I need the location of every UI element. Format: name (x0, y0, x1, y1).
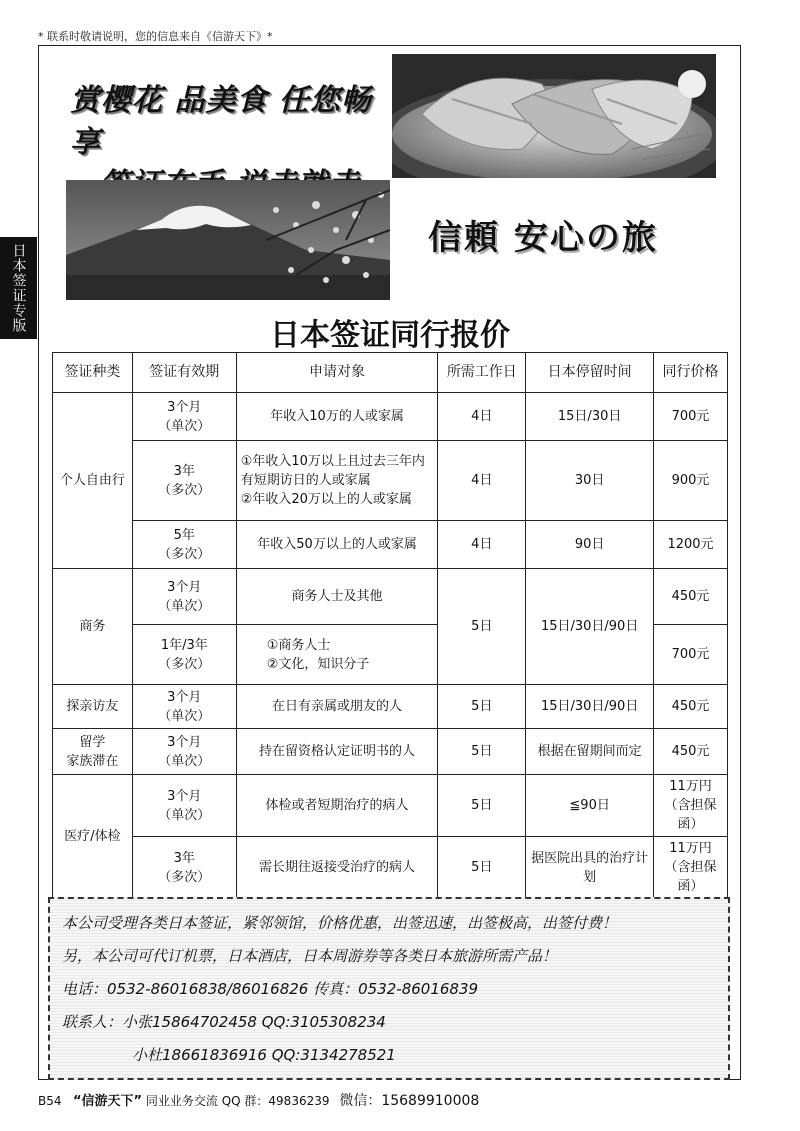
header-cell: 签证种类 (53, 353, 133, 393)
visa-type-cell: 探亲访友 (53, 685, 133, 729)
footer-brand: “信游天下” (72, 1094, 143, 1109)
days-cell: 4日 (438, 521, 526, 569)
price-cell: 11万円 （含担保函） (654, 775, 728, 837)
notice-services: 本公司受理各类日本签证，紧邻领馆，价格优惠，出签迅速，出签极高，出签付费！ (62, 914, 618, 932)
footer-wechat: 微信：15689910008 (339, 1093, 480, 1109)
target-cell: 年收入10万的人或家属 (236, 393, 438, 441)
days-cell: 4日 (438, 441, 526, 521)
target-cell: 年收入50万以上的人或家属 (236, 521, 438, 569)
validity-cell: 3年 （多次） (132, 441, 236, 521)
visa-type-cell: 医疗/体检 (53, 775, 133, 899)
target-cell: 持在留资格认定证明书的人 (236, 729, 438, 775)
table-row (53, 393, 728, 441)
price-cell: 700元 (654, 393, 728, 441)
table-header-row (53, 353, 728, 393)
stay-cell: ≦90日 (526, 775, 654, 837)
header-cell: 日本停留时间 (526, 353, 654, 393)
days-cell: 5日 (438, 837, 526, 899)
visa-type-cell: 留学 家族滞在 (53, 729, 133, 775)
visa-price-table (52, 352, 728, 899)
stay-cell: 15日/30日/90日 (526, 569, 654, 685)
price-cell: 1200元 (654, 521, 728, 569)
target-cell: 在日有亲属或朋友的人 (236, 685, 438, 729)
days-cell: 5日 (438, 685, 526, 729)
slogan-line-1: 赏樱花 品美食 任您畅享 (70, 83, 372, 160)
target-cell: 体检或者短期治疗的病人 (236, 775, 438, 837)
page-number: B54 (38, 1094, 62, 1108)
validity-cell: 5年 （多次） (132, 521, 236, 569)
days-cell: 4日 (438, 393, 526, 441)
table-row (53, 521, 728, 569)
target-cell: 商务人士及其他 (236, 569, 438, 625)
sashimi-photo (392, 54, 716, 178)
validity-cell: 3个月 （单次） (132, 775, 236, 837)
header-cell: 申请对象 (236, 353, 438, 393)
target-cell: 需长期往返接受治疗的病人 (236, 837, 438, 899)
notice-contact-2: 小杜18661836916 QQ:3134278521 (132, 1046, 396, 1064)
price-cell: 900元 (654, 441, 728, 521)
header-cell: 所需工作日 (438, 353, 526, 393)
stay-cell: 90日 (526, 521, 654, 569)
days-cell: 5日 (438, 569, 526, 685)
notice-extra-services: 另，本公司可代订机票，日本酒店，日本周游券等各类日本旅游所需产品！ (62, 947, 558, 965)
footer-qq-group: 同业业务交流 QQ 群：49836239 (145, 1094, 330, 1108)
stay-cell: 据医院出具的治疗计划 (526, 837, 654, 899)
header-cell: 签证有效期 (132, 353, 236, 393)
validity-cell: 3个月 （单次） (132, 569, 236, 625)
stay-cell: 15日/30日 (526, 393, 654, 441)
validity-cell: 3年 （多次） (132, 837, 236, 899)
days-cell: 5日 (438, 775, 526, 837)
table-row (53, 441, 728, 521)
visa-type-cell: 商务 (53, 569, 133, 685)
days-cell: 5日 (438, 729, 526, 775)
contact-notice-box (48, 897, 730, 1080)
price-cell: 450元 (654, 729, 728, 775)
stay-cell: 30日 (526, 441, 654, 521)
price-cell: 11万円 （含担保函） (654, 837, 728, 899)
target-cell: ①年收入10万以上且过去三年内有短期访日的人或家属 ②年收入20万以上的人或家属 (236, 441, 438, 521)
notice-contact-1: 联系人：小张15864702458 QQ:3105308234 (62, 1013, 386, 1031)
hero-tagline: 信頼 安心の旅 (428, 218, 658, 258)
page-title: 日本签证同行报价 (270, 318, 510, 353)
source-note: * 联系时敬请说明，您的信息来自《信游天下》* (38, 30, 273, 43)
validity-cell: 3个月 （单次） (132, 685, 236, 729)
mount-fuji-photo (66, 180, 390, 300)
target-cell: ①商务人士 ②文化，知识分子 (236, 625, 438, 685)
price-cell: 450元 (654, 685, 728, 729)
validity-cell: 1年/3年 （多次） (132, 625, 236, 685)
page-footer (38, 1090, 479, 1110)
price-cell: 450元 (654, 569, 728, 625)
validity-cell: 3个月 （单次） (132, 393, 236, 441)
notice-phone-fax: 电话：0532-86016838/86016826 传真：0532-86016839 (62, 980, 479, 998)
visa-type-cell: 个人自由行 (53, 393, 133, 569)
table-row (53, 775, 728, 837)
header-cell: 同行价格 (654, 353, 728, 393)
stay-cell: 15日/30日/90日 (526, 685, 654, 729)
table-row (53, 569, 728, 625)
table-row (53, 837, 728, 899)
stay-cell: 根据在留期间而定 (526, 729, 654, 775)
price-cell: 700元 (654, 625, 728, 685)
table-row (53, 685, 728, 729)
table-row (53, 729, 728, 775)
validity-cell: 3个月 （单次） (132, 729, 236, 775)
side-section-tab: 日本签证专版 (0, 237, 37, 339)
